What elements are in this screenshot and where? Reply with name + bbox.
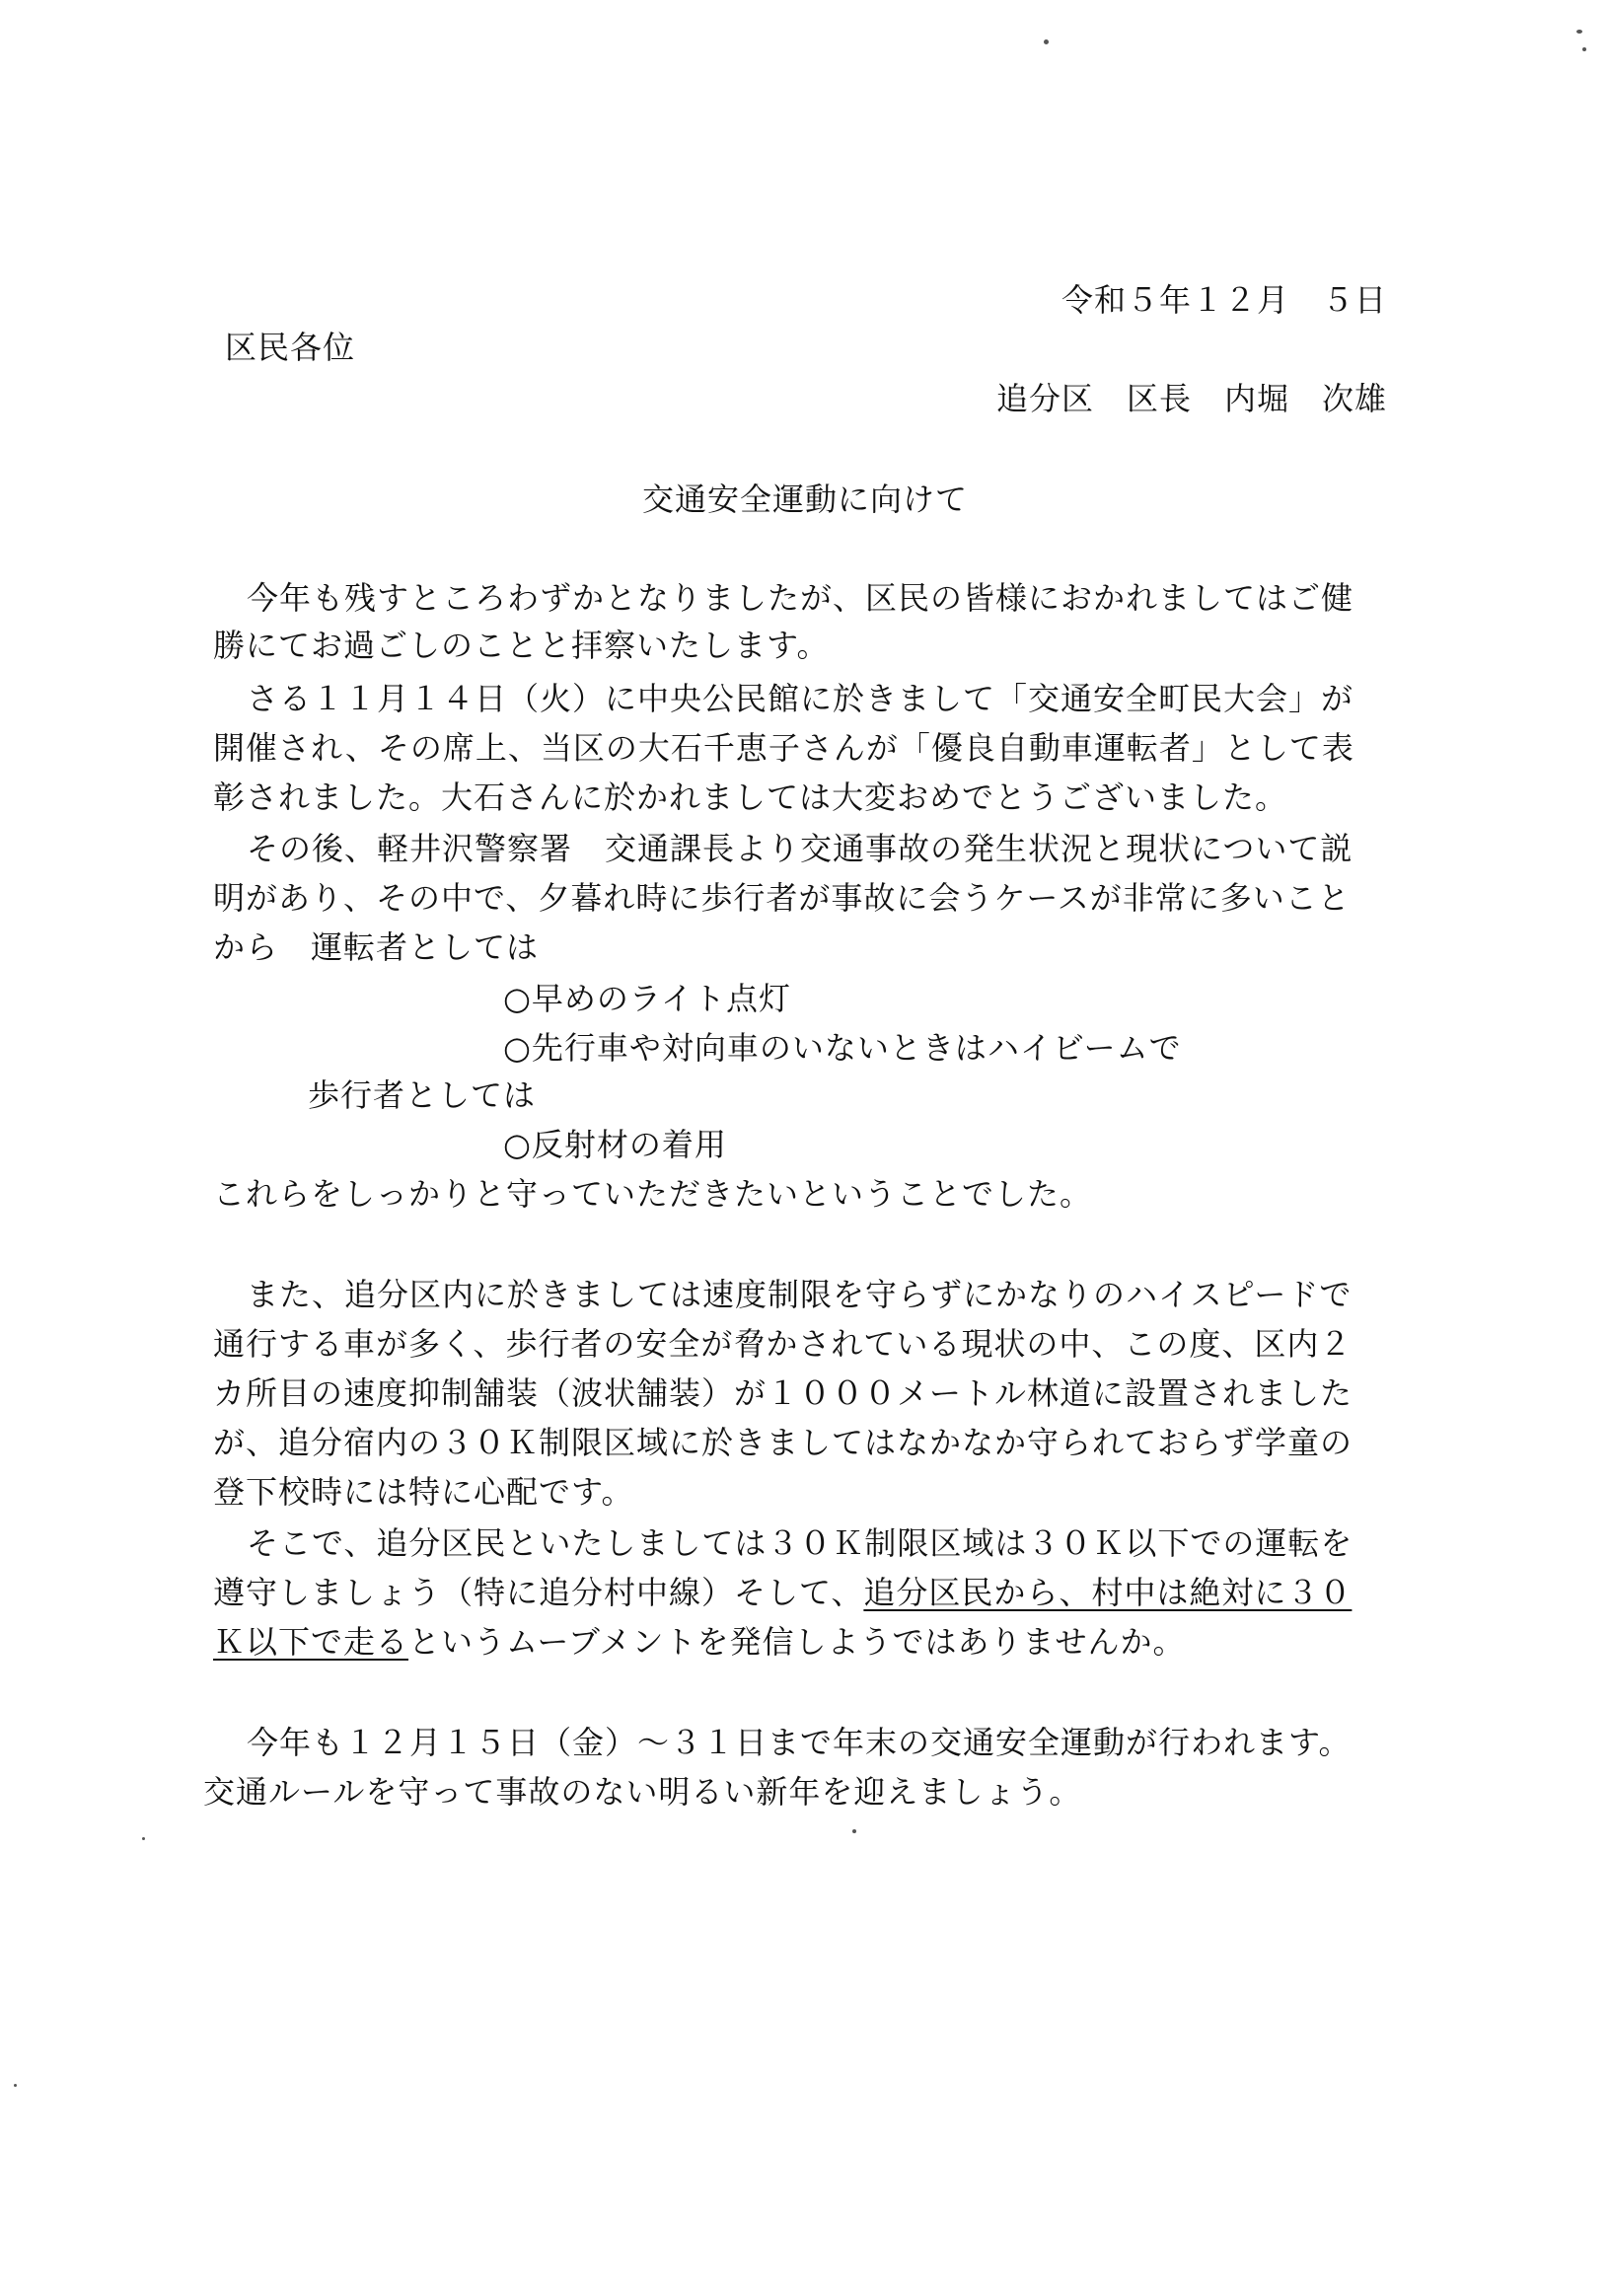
body-line: カ所目の速度抑制舗装（波状舗装）が１０００メートル林道に設置されました bbox=[213, 1374, 1354, 1412]
body-line: 勝にてお過ごしのことと拝察いたします。 bbox=[213, 627, 830, 664]
scan-speck bbox=[1044, 39, 1049, 44]
body-line: から 運転者としては bbox=[213, 928, 540, 966]
letter-title: 交通安全運動に向けて bbox=[641, 481, 968, 518]
body-line: その後、軽井沢警察署 交通課長より交通事故の発生状況と現状について説 bbox=[247, 830, 1354, 867]
list-item: ○先行車や対向車のいないときはハイビームで bbox=[503, 1029, 1182, 1067]
body-line: 交通ルールを守って事故のない明るい新年を迎えましょう。 bbox=[203, 1773, 1082, 1811]
letter-date: 令和５年１２月 ５日 bbox=[1061, 281, 1387, 319]
underlined-text: 追分区民から、村中は絶対に３０ bbox=[863, 1574, 1353, 1611]
body-line: 明があり、その中で、夕暮れ時に歩行者が事故に会うケースが非常に多いこと bbox=[213, 879, 1351, 917]
body-line: 今年も１２月１５日（金）～３１日まで年末の交通安全運動が行われます。 bbox=[247, 1724, 1352, 1761]
body-line: 彰されました。大石さんに於かれましては大変おめでとうございました。 bbox=[213, 778, 1288, 816]
body-line: 登下校時には特に心配です。 bbox=[213, 1473, 634, 1511]
recipient: 区民各位 bbox=[225, 329, 356, 366]
body-line: が、追分宿内の３０Ｋ制限区域に於きましてはなかなか守られておらず学童の bbox=[213, 1424, 1354, 1461]
scan-speck bbox=[852, 1829, 856, 1833]
scan-speck bbox=[142, 1837, 145, 1840]
list-item: ○早めのライト点灯 bbox=[503, 980, 791, 1017]
scan-speck bbox=[14, 2084, 17, 2087]
pedestrian-label: 歩行者としては bbox=[308, 1076, 537, 1114]
list-item: ○反射材の着用 bbox=[503, 1126, 727, 1163]
body-text: 遵守しましょう（特に追分村中線）そして、 bbox=[213, 1574, 864, 1611]
body-line: 通行する車が多く、歩行者の安全が脅かされている現状の中、この度、区内２ bbox=[213, 1325, 1353, 1363]
underlined-text: Ｋ以下で走る bbox=[213, 1623, 409, 1661]
body-line: これらをしっかりと守っていただきたいということでした。 bbox=[213, 1175, 1093, 1213]
body-line: 今年も残すところわずかとなりましたが、区民の皆様におかれましてはご健 bbox=[247, 579, 1354, 617]
scan-speck bbox=[1582, 47, 1586, 51]
body-line: また、追分区内に於きましては速度制限を守らずにかなりのハイスピードで bbox=[247, 1276, 1353, 1313]
body-line: 開催され、その席上、当区の大石千恵子さんが「優良自動車運転者」として表 bbox=[213, 729, 1354, 767]
body-line: そこで、追分区民といたしましては３０Ｋ制限区域は３０Ｋ以下での運転を bbox=[247, 1524, 1354, 1562]
sender: 追分区 区長 内堀 次雄 bbox=[995, 380, 1387, 417]
body-text: というムーブメントを発信しようではありませんか。 bbox=[408, 1623, 1186, 1661]
scan-speck bbox=[1576, 30, 1582, 34]
body-line: さる１１月１４日（火）に中央公民館に於きまして「交通安全町民大会」が bbox=[247, 680, 1354, 717]
body-line bbox=[213, 1622, 1186, 1662]
body-line bbox=[213, 1573, 1352, 1612]
